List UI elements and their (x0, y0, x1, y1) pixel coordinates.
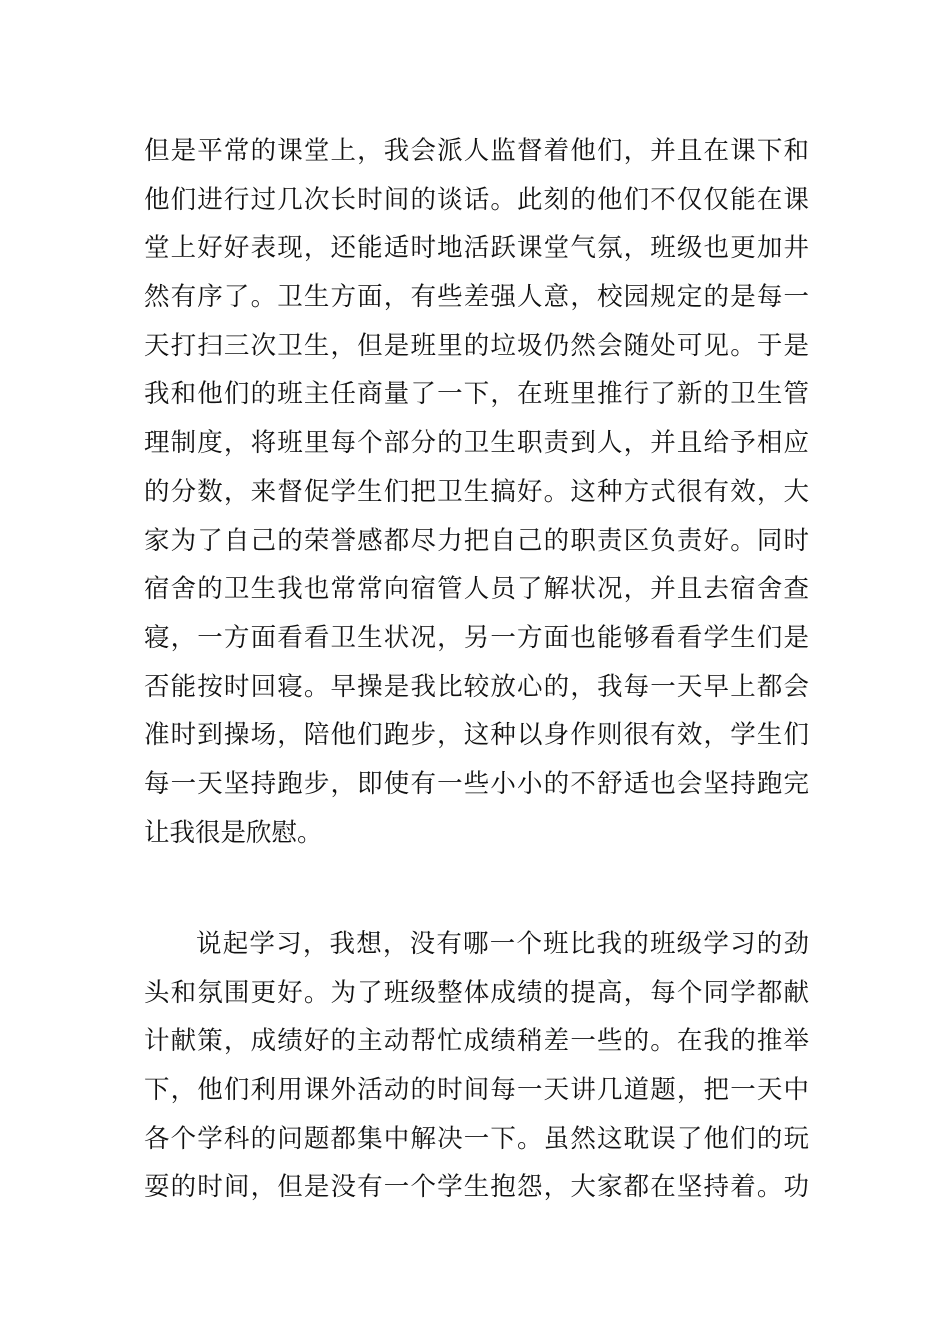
paragraph-line: 但是平常的课堂上，我会派人监督着他们，并且在课下和 (144, 136, 809, 166)
paragraph-line: 计献策，成绩好的主动帮忙成绩稍差一些的。在我的推举 (144, 1026, 809, 1057)
paragraph-line: 下，他们利用课外活动的时间每一天讲几道题，把一天中 (144, 1075, 809, 1106)
paragraph-2 (144, 920, 809, 1212)
paragraph-line: 他们进行过几次长时间的谈话。此刻的他们不仅仅能在课 (144, 184, 809, 215)
paragraph-line: 耍的时间，但是没有一个学生抱怨，大家都在坚持着。功 (144, 1172, 809, 1203)
paragraph-line: 理制度，将班里每个部分的卫生职责到人，并且给予相应 (144, 428, 809, 459)
paragraph-line: 天打扫三次卫生，但是班里的垃圾仍然会随处可见。于是 (144, 330, 809, 361)
paragraph-line: 否能按时回寝。早操是我比较放心的，我每一天早上都会 (144, 671, 809, 702)
paragraph-line: 让我很是欣慰。 (144, 817, 323, 848)
paragraph-line: 准时到操场，陪他们跑步，这种以身作则很有效，学生们 (144, 720, 809, 751)
paragraph-line: 我和他们的班主任商量了一下，在班里推行了新的卫生管 (144, 379, 809, 410)
paragraph-line: 然有序了。卫生方面，有些差强人意，校园规定的是每一 (144, 282, 809, 313)
paragraph-line: 寝，一方面看看卫生状况，另一方面也能够看看学生们是 (144, 622, 809, 653)
paragraph-line: 说起学习，我想，没有哪一个班比我的班级学习的劲 (196, 929, 809, 959)
paragraph-line: 头和氛围更好。为了班级整体成绩的提高，每个同学都献 (144, 977, 809, 1008)
paragraph-line: 宿舍的卫生我也常常向宿管人员了解状况，并且去宿舍查 (144, 574, 809, 605)
paragraph-line: 堂上好好表现，还能适时地活跃课堂气氛，班级也更加井 (144, 233, 809, 264)
paragraph-line: 家为了自己的荣誉感都尽力把自己的职责区负责好。同时 (144, 525, 809, 556)
paragraph-1 (144, 127, 809, 857)
paragraph-line: 的分数，来督促学生们把卫生搞好。这种方式很有效，大 (144, 476, 809, 507)
paragraph-line: 各个学科的问题都集中解决一下。虽然这耽误了他们的玩 (144, 1123, 809, 1154)
paragraph-line: 每一天坚持跑步，即使有一些小小的不舒适也会坚持跑完 (144, 768, 809, 799)
